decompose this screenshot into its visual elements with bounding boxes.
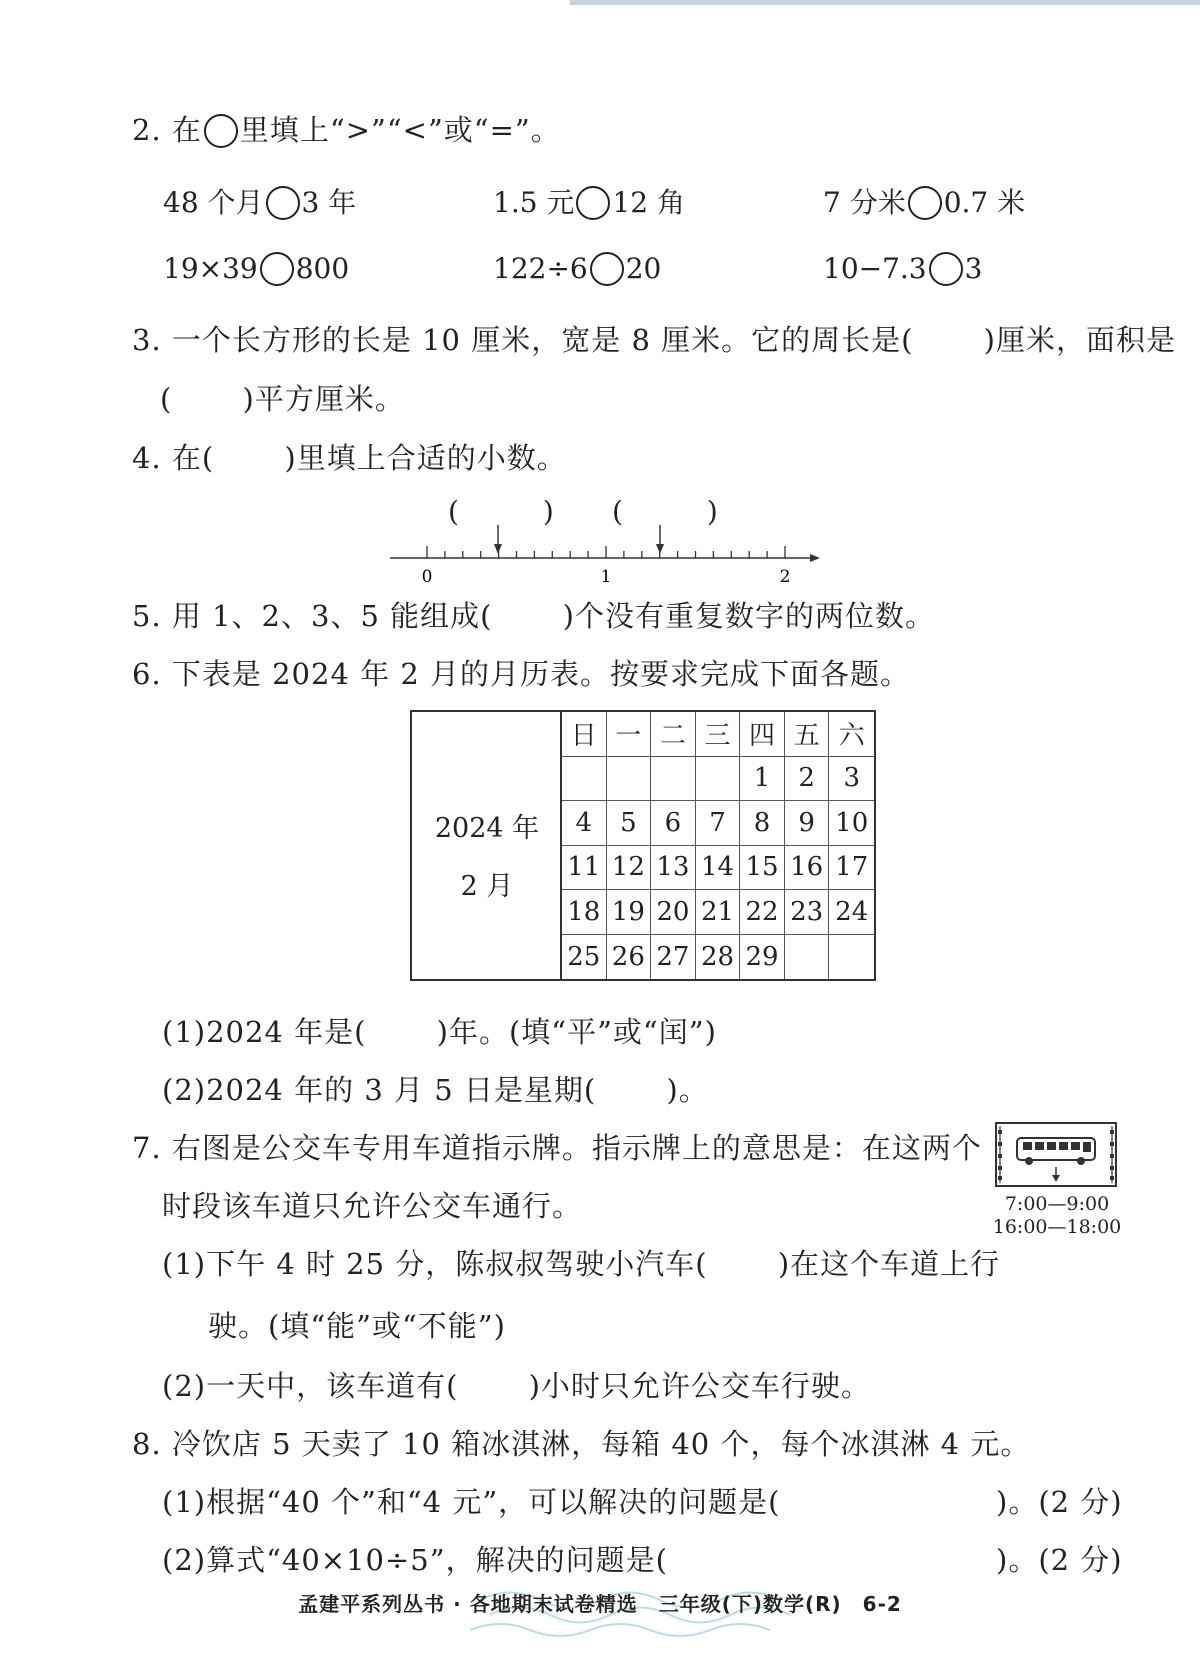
- calendar-month-label: 2 月: [460, 871, 514, 902]
- calendar-day-cell: 24: [829, 890, 874, 935]
- q2-title: [132, 108, 561, 149]
- q3-line1: 3. 一个长方形的长是 10 厘米，宽是 8 厘米。它的周长是( )厘米，面积是: [132, 323, 1176, 357]
- calendar-day-cell: [696, 757, 741, 802]
- calendar-day-cell: 28: [696, 935, 741, 980]
- calendar-day-cell: 8: [740, 801, 785, 846]
- q2-item-3: 7 分米 0.7 米: [823, 186, 1026, 219]
- calendar-day-cell: 26: [607, 935, 652, 980]
- calendar-day-cell: 2: [785, 757, 830, 802]
- calendar-day-cell: 15: [740, 846, 785, 891]
- calendar-weekday-header: 一: [607, 712, 652, 757]
- answer-circle[interactable]: [590, 252, 624, 286]
- calendar-day-cell: 27: [651, 935, 696, 980]
- calendar-weekday-header: 五: [785, 712, 830, 757]
- q2-item-5: 122÷6 20: [493, 252, 662, 285]
- calendar-weekday-header: 六: [829, 712, 874, 757]
- calendar-weekday-header: 二: [651, 712, 696, 757]
- compare-circle: [204, 114, 238, 148]
- q8-sub2-b: )。(2 分): [996, 1543, 1123, 1577]
- q7-sub2: (2)一天中，该车道有( )小时只允许公交车行驶。: [162, 1369, 871, 1403]
- q2-item-1: 48 个月 3 年: [163, 186, 357, 219]
- calendar-day-cell: 7: [696, 801, 741, 846]
- q7-line1: 7. 右图是公交车专用车道指示牌。指示牌上的意思是：在这两个: [132, 1131, 982, 1165]
- calendar-day-cell: 4: [562, 801, 607, 846]
- calendar-day-cell: 21: [696, 890, 741, 935]
- q4-title: 4. 在( )里填上合适的小数。: [132, 441, 567, 475]
- calendar-day-cell: 20: [651, 890, 696, 935]
- calendar-day-cell: 29: [740, 935, 785, 980]
- tick-label-1: 1: [600, 567, 612, 585]
- q4-blank-2[interactable]: ( ): [612, 495, 718, 528]
- q6-sub2: (2)2024 年的 3 月 5 日是星期( )。: [162, 1073, 709, 1107]
- q7-sub1-a: (1)下午 4 时 25 分，陈叔叔驾驶小汽车( )在这个车道上行: [162, 1247, 1001, 1281]
- calendar-weekday-header: 四: [740, 712, 785, 757]
- q2-item-4: 19×39 800: [163, 252, 350, 285]
- calendar-day-cell: 6: [651, 801, 696, 846]
- calendar-day-cell: 3: [829, 757, 874, 802]
- calendar-day-cell: 18: [562, 890, 607, 935]
- calendar-day-cell: 13: [651, 846, 696, 891]
- q7-line2: 时段该车道只允许公交车通行。: [162, 1189, 583, 1223]
- calendar-day-cell: 11: [562, 846, 607, 891]
- bus-lane-sign: [995, 1122, 1117, 1187]
- q2-item-2: 1.5 元 12 角: [493, 186, 685, 219]
- q5-title: 5. 用 1、2、3、5 能组成( )个没有重复数字的两位数。: [132, 599, 935, 633]
- calendar-year-cell: [412, 712, 562, 979]
- q8-sub1-b: )。(2 分): [996, 1485, 1123, 1519]
- calendar-day-cell: 1: [740, 757, 785, 802]
- calendar-grid: [562, 712, 874, 979]
- calendar-day-cell: [785, 935, 830, 980]
- calendar-day-cell: 5: [607, 801, 652, 846]
- answer-circle[interactable]: [266, 186, 300, 220]
- sign-time-1: 7:00—9:00: [1004, 1193, 1110, 1215]
- calendar-day-cell: 17: [829, 846, 874, 891]
- tick-label-2: 2: [779, 567, 791, 585]
- q6-sub1: (1)2024 年是( )年。(填“平”或“闰”): [162, 1015, 717, 1049]
- answer-circle[interactable]: [929, 252, 963, 286]
- q8-title: 8. 冷饮店 5 天卖了 10 箱冰淇淋，每箱 40 个，每个冰淇淋 4 元。: [132, 1427, 1031, 1461]
- calendar-day-cell: [607, 757, 652, 802]
- bus-icon: [997, 1124, 1115, 1185]
- calendar-day-cell: 9: [785, 801, 830, 846]
- tick-label-0: 0: [421, 567, 433, 585]
- answer-circle[interactable]: [908, 186, 942, 220]
- q6-title: 6. 下表是 2024 年 2 月的月历表。按要求完成下面各题。: [132, 657, 911, 691]
- calendar-day-cell: 23: [785, 890, 830, 935]
- q7-sub1-b: 驶。(填“能”或“不能”): [208, 1309, 506, 1343]
- calendar-day-cell: 10: [829, 801, 874, 846]
- top-edge-bar: [570, 0, 1200, 5]
- calendar-day-cell: 25: [562, 935, 607, 980]
- q2-item-6: 10−7.3 3: [823, 252, 983, 285]
- calendar-weekday-header: 三: [696, 712, 741, 757]
- q4-blank-1[interactable]: ( ): [448, 495, 554, 528]
- calendar-year-label: 2024 年: [434, 813, 540, 844]
- calendar-day-cell: [829, 935, 874, 980]
- q8-sub2-a: (2)算式“40×10÷5”，解决的问题是(: [162, 1543, 668, 1577]
- page-footer: 孟建平系列丛书 · 各地期末试卷精选 三年级(下)数学(R) 6-2: [298, 1592, 902, 1616]
- calendar-day-cell: 22: [740, 890, 785, 935]
- calendar-day-cell: 12: [607, 846, 652, 891]
- calendar-day-cell: 16: [785, 846, 830, 891]
- calendar-weekday-header: 日: [562, 712, 607, 757]
- q2-title-a: 2. 在: [132, 113, 202, 147]
- answer-circle[interactable]: [576, 186, 610, 220]
- q3-line2: ( )平方厘米。: [160, 382, 405, 416]
- calendar-day-cell: 19: [607, 890, 652, 935]
- calendar-day-cell: [562, 757, 607, 802]
- calendar-table: [410, 710, 876, 981]
- calendar-day-cell: 14: [696, 846, 741, 891]
- calendar-day-cell: [651, 757, 696, 802]
- sign-time-2: 16:00—18:00: [992, 1216, 1122, 1238]
- q2-title-b: 里填上“>”“<”或“=”。: [239, 113, 561, 147]
- answer-circle[interactable]: [260, 252, 294, 286]
- number-line: [380, 520, 830, 585]
- q8-sub1-a: (1)根据“40 个”和“4 元”，可以解决的问题是(: [162, 1485, 781, 1519]
